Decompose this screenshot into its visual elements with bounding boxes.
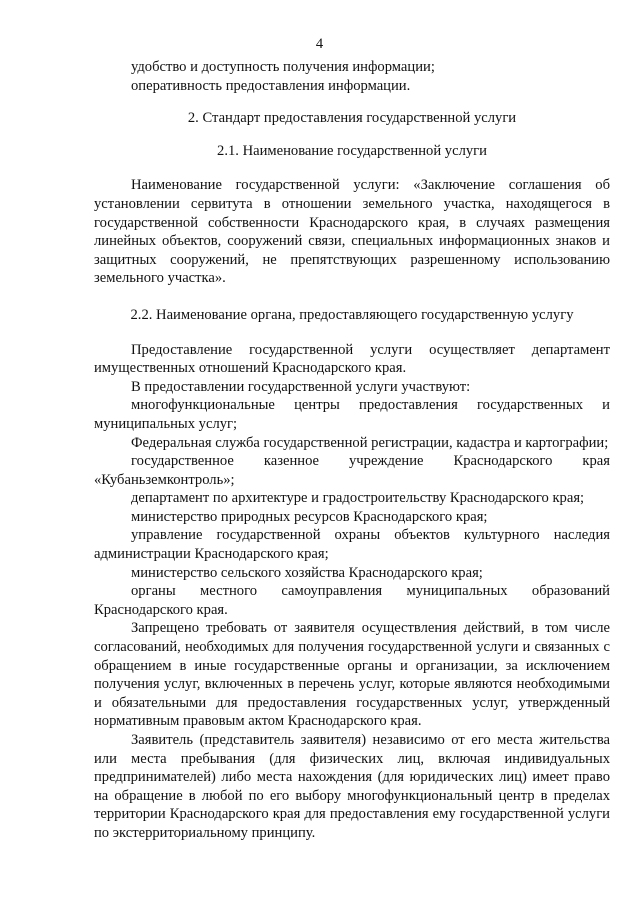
participant-item: государственное казенное учреждение Краснодарского края «Кубаньземконтроль»; bbox=[94, 453, 610, 488]
participant-item: органы местного самоуправления муниципальных образований Краснодарского края. bbox=[94, 583, 610, 618]
participant-item: Федеральная служба государственной регистрации, кадастра и картографии; bbox=[131, 434, 609, 451]
service-name-paragraph: Наименование государственной услуги: «Заключение соглашения об установлении сервитута в отношении земельного участка, находящегося в государственной собственности Краснодарского края, в случаях размещения линейных объектов, сооружений связи, специальных информационных знаков и защитных сооружений, не препятствующих разрешенному использованию земельного участка». bbox=[94, 177, 610, 287]
subsection-1-title: 2.1. Наименование государственной услуги bbox=[217, 142, 487, 159]
participant-item: управление государственной охраны объектов культурного наследия администрации Краснодарского края; bbox=[94, 527, 610, 563]
document-body bbox=[94, 58, 610, 843]
subsection-2-title: 2.2. Наименование органа, предоставляющего государственную услугу bbox=[130, 306, 574, 323]
participant-item: министерство сельского хозяйства Краснодарского края; bbox=[131, 564, 483, 581]
page-number: 4 bbox=[315, 36, 324, 52]
paragraph: Предоставление государственной услуги осуществляет департамент имущественных отношений Краснодарского края. bbox=[94, 341, 610, 377]
intro-line: оперативность предоставления информации. bbox=[131, 77, 411, 94]
participant-item: многофункциональные центры предоставления государственных и муниципальных услуг; bbox=[94, 397, 610, 432]
intro-line: удобство и доступность получения информации; bbox=[131, 59, 435, 75]
participant-item: министерство природных ресурсов Краснодарского края; bbox=[131, 508, 488, 525]
participant-item: департамент по архитектуре и градостроительству Краснодарского края; bbox=[131, 490, 585, 507]
paragraph: Запрещено требовать от заявителя осуществления действий, в том числе согласований, необходимых для получения государственной услуги и связанных с обращением в иные государственные органы и организации, за исключением получения услуг, включенных в перечень услуг, которые являются необходимыми и обязательными для предоставления государственных услуг, утвержденный нормативным правовым актом Краснодарского края. bbox=[94, 620, 610, 730]
paragraph: Заявитель (представитель заявителя) независимо от его места жительства или места пребывания (для физических лиц, включая индивидуальных предпринимателей) либо места нахождения (для юридических лиц) имеет право на обращение в любой по его выбору многофункциональный центр в пределах территории Краснодарского края для предоставления ему государственной услуги по экстерриториальному принципу. bbox=[94, 732, 610, 841]
paragraph: В предоставлении государственной услуги участвуют: bbox=[131, 378, 471, 395]
section-title: 2. Стандарт предоставления государственной услуги bbox=[187, 110, 517, 127]
